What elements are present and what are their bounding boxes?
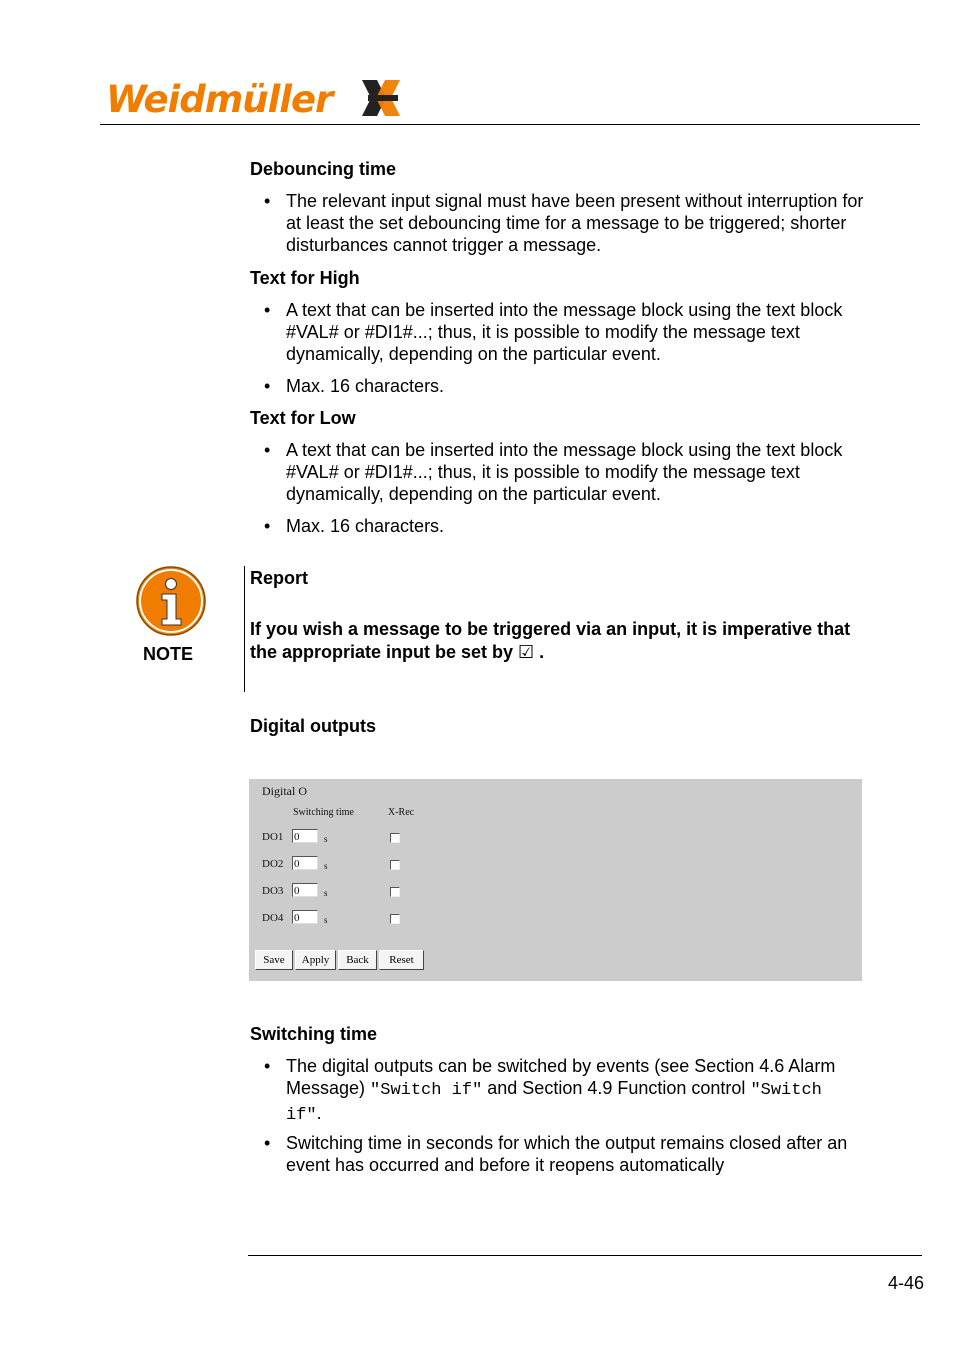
text-run: . xyxy=(316,1103,322,1123)
bullet-icon: • xyxy=(264,191,271,211)
bullet-icon: • xyxy=(264,1133,271,1153)
bullet-icon: • xyxy=(264,300,271,320)
note-text: If you wish a message to be triggered via an input, it is imperative that the appropriate input be set by ☑ . xyxy=(250,619,851,662)
note-label: NOTE xyxy=(143,644,194,664)
section-title-text-high: Text for High xyxy=(250,268,360,288)
note-divider xyxy=(244,566,245,692)
x-rec-checkbox-do4[interactable] xyxy=(390,914,400,924)
bullet-text: A text that can be inserted into the message block using the text block #VAL# or #DI1#...; thus, it is possible to modify the message text dynamically, depending on the particular event. xyxy=(286,440,843,504)
weidmuller-cross-icon xyxy=(360,76,404,120)
save-button[interactable]: Save xyxy=(255,950,293,970)
code-switch-if: "Switch if" xyxy=(286,1081,822,1125)
section-title-switching-time: Switching time xyxy=(250,1024,378,1044)
bullet-text xyxy=(286,1055,866,1127)
column-header-x-rec: X-Rec xyxy=(388,807,415,818)
switching-time-input-do2[interactable]: 0 xyxy=(292,856,318,870)
bullet-text: Max. 16 characters. xyxy=(286,516,445,536)
text-run: and Section 4.9 Function control xyxy=(482,1078,751,1098)
section-title-debouncing: Debouncing time xyxy=(250,159,397,179)
page-number: 4-46 xyxy=(887,1273,924,1293)
bullet-icon: • xyxy=(264,1056,271,1076)
info-icon xyxy=(135,565,207,637)
switching-time-input-do1[interactable]: 0 xyxy=(292,829,318,843)
brand-name: Weidmüller xyxy=(106,78,333,121)
form-title: Digital O xyxy=(262,784,307,798)
switching-time-input-do4[interactable]: 0 xyxy=(292,910,318,924)
text-run: The digital outputs can be switched by events (see Section 4.6 Alarm Message) xyxy=(286,1056,836,1098)
row-label-do1: DO1 xyxy=(262,831,284,843)
row-label-do3: DO3 xyxy=(262,885,284,897)
header-divider xyxy=(100,124,920,125)
unit-label: s xyxy=(324,861,328,871)
code-switch-if: "Switch if" xyxy=(370,1081,483,1100)
reset-button[interactable]: Reset xyxy=(379,950,424,970)
bullet-text: Max. 16 characters. xyxy=(286,376,445,396)
unit-label: s xyxy=(324,915,328,925)
x-rec-checkbox-do3[interactable] xyxy=(390,887,400,897)
bullet-text: The relevant input signal must have been present without interruption for at least the set debouncing time for a message to be triggered; shorter disturbances cannot trigger a message. xyxy=(286,191,864,255)
unit-label: s xyxy=(324,888,328,898)
bullet-text: Switching time in seconds for which the output remains closed after an event has occurred and before it reopens automatically xyxy=(286,1133,848,1175)
bullet-text: A text that can be inserted into the message block using the text block #VAL# or #DI1#...; thus, it is possible to modify the message text dynamically, depending on the particular event. xyxy=(286,300,843,364)
digital-output-form-screenshot xyxy=(249,779,862,981)
x-rec-checkbox-do1[interactable] xyxy=(390,833,400,843)
switching-time-input-do3[interactable]: 0 xyxy=(292,883,318,897)
bullet-icon: • xyxy=(264,516,271,536)
row-label-do4: DO4 xyxy=(262,912,284,924)
x-rec-checkbox-do2[interactable] xyxy=(390,860,400,870)
unit-label: s xyxy=(324,834,328,844)
bullet-icon: • xyxy=(264,376,271,396)
bullet-icon: • xyxy=(264,440,271,460)
apply-button[interactable]: Apply xyxy=(295,950,336,970)
row-label-do2: DO2 xyxy=(262,858,284,870)
section-title-text-low: Text for Low xyxy=(250,408,356,428)
footer-divider xyxy=(248,1255,922,1256)
column-header-switching-time: Switching time xyxy=(293,807,354,818)
back-button[interactable]: Back xyxy=(338,950,377,970)
note-title: Report xyxy=(250,568,308,588)
section-title-digital-outputs: Digital outputs xyxy=(250,716,376,736)
